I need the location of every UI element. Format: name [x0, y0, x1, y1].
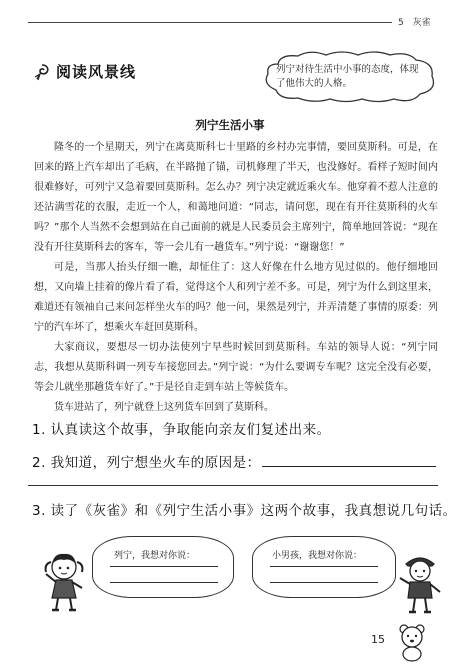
section-divider	[28, 485, 438, 486]
question-2: 2. 我知道，列宁想坐火车的原因是：	[32, 455, 261, 471]
chapter-title: 灰雀	[412, 18, 431, 28]
story-paragraph: 可是，当那人抬头仔细一瞧，却怔住了：这人好像在什么地方见过似的。他仔细地回想，又向墙上挂着的像片看了看，觉得这个人和列宁差不多。可是，列宁为什么到这里来，难道还有领袖自己来问怎样坐火车的吗？他一问，果然是列宁，并弄清楚了事情的原委：列宁的汽车坏了，想乘火车赶回莫斯科。	[34, 262, 438, 333]
chapter-number: 5	[398, 18, 404, 28]
cloud-note: 列宁对待生活中小事的态度，体现了他伟大的人格。	[276, 64, 419, 89]
chapter-header	[392, 14, 437, 29]
story-title: 列宁生活小事	[195, 118, 265, 132]
speech-bubble-lenin	[92, 536, 234, 598]
question-1: 1. 认真读这个故事，争取能向亲友们复述出来。	[32, 422, 331, 438]
story-paragraph: 货车进站了，列宁就登上这列货车回到了莫斯科。	[54, 402, 274, 413]
bubble-label-boy: 小男孩，我想对你说：	[272, 551, 363, 561]
question-3: 3. 读了《灰雀》和《列宁生活小事》这两个故事，我真想说几句话。	[32, 503, 457, 519]
answer-line-lenin-1[interactable]	[110, 566, 218, 567]
story-paragraph: 隆冬的一个星期天，列宁在离莫斯科七十里路的乡村办完事情，要回莫斯科。可是，在回来的路上汽车却出了毛病，在半路抛了锚，司机修理了半天，也没修好。看样子短时间内很难修好，可列宁又急着要回莫斯科。怎么办？列宁决定就近乘火车。他穿着不惹人注意的还沾满雪花的衣服，走近一个人，和蔼地问道：“同志，请问您，现在有开往莫斯科的火车吗？”那个人当然不会想到站在自己面前的就是人民委员会主席列宁，简单地回答说：“现在没有开往莫斯科去的客车，等一会儿有一趟货车。”列宁说：“谢谢您！”	[34, 142, 438, 253]
swirl-icon	[32, 62, 52, 82]
answer-line-boy-1[interactable]	[270, 566, 378, 567]
answer-line-boy-2[interactable]	[270, 582, 378, 583]
story-paragraph: 大家商议，要想尽一切办法使列宁早些时候回到莫斯科。车站的领导人说：“列宁同志，我想从莫斯科调一列专车接您回去。”列宁说：“为什么要调专车呢？这完全没有必要，等会儿就坐那趟货车好了。”于是径自走到车站上等候货车。	[34, 342, 438, 393]
section-title: 阅读风景线	[56, 63, 137, 81]
girl-illustration	[38, 550, 90, 612]
page-number: 15	[371, 633, 385, 646]
bear-mascot-icon	[396, 622, 428, 662]
speech-bubble-boy	[252, 536, 396, 598]
boy-illustration	[396, 552, 444, 614]
answer-line-q2[interactable]	[262, 466, 436, 467]
answer-line-lenin-2[interactable]	[110, 582, 218, 583]
bubble-label-lenin: 列宁，我想对你说：	[114, 551, 196, 561]
story-body	[34, 138, 438, 418]
header-rule	[28, 22, 436, 23]
